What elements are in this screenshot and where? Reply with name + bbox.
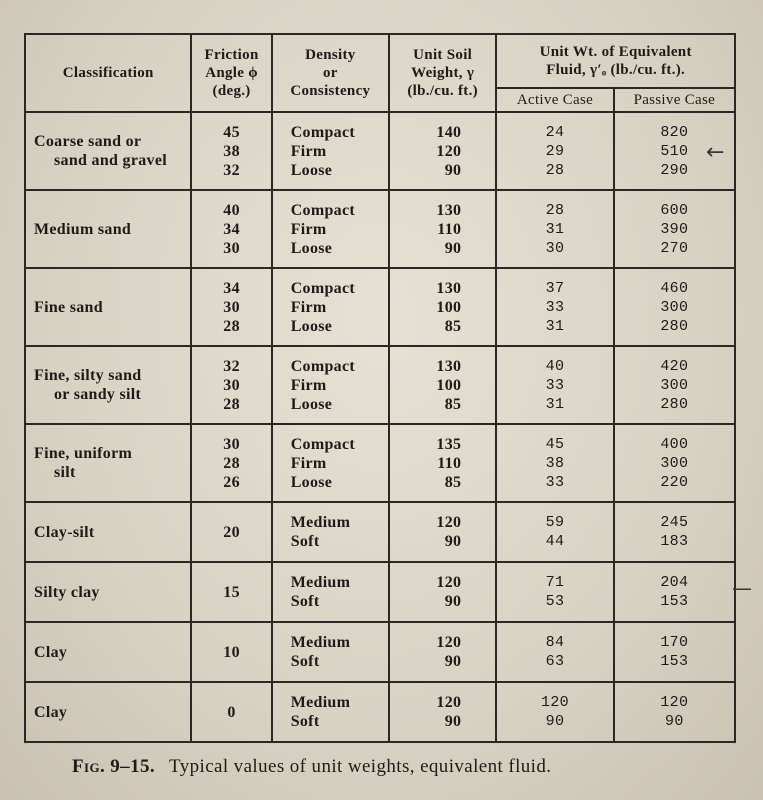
- classification-cell: [25, 112, 191, 190]
- active-case-value: 31: [545, 220, 565, 238]
- passive-case-value: 90: [665, 713, 684, 730]
- density-value: Loose: [290, 239, 333, 257]
- friction-angle-cell: [191, 622, 271, 682]
- header-unit-weight-line: (lb./cu. ft.): [407, 83, 478, 99]
- passive-case-cell: [614, 424, 735, 502]
- active-case-value: 28: [545, 201, 565, 219]
- passive-case-value: 390: [660, 220, 689, 238]
- header-friction-angle-line: (deg.): [212, 83, 251, 99]
- active-case-value: 24: [545, 123, 565, 141]
- unit-weight-value: 130: [436, 201, 462, 219]
- classification-cell: [25, 424, 191, 502]
- density-cell: [272, 112, 389, 190]
- density-value: Loose: [290, 395, 333, 413]
- density-value: Loose: [290, 473, 333, 491]
- passive-case-value: 204: [660, 574, 689, 591]
- classification-value: Clay-silt: [34, 523, 95, 541]
- passive-case-cell: [614, 562, 735, 622]
- passive-case-value: 820: [660, 123, 689, 141]
- density-cell: [272, 562, 389, 622]
- unit-weight-value: 120: [436, 574, 462, 591]
- header-row: [25, 34, 735, 88]
- friction-angle-value: 20: [223, 523, 240, 541]
- density-value: Compact: [290, 435, 355, 453]
- classification-cell: [25, 682, 191, 742]
- unit-weight-value: 120: [436, 514, 462, 531]
- passive-case-value: 400: [660, 435, 689, 453]
- active-case-cell: [496, 502, 613, 562]
- passive-case-value: 420: [660, 357, 689, 375]
- passive-case-value: 220: [660, 473, 689, 491]
- density-cell: [272, 502, 389, 562]
- density-value: Loose: [290, 161, 333, 179]
- header-unit-weight-line: Weight, γ: [411, 65, 475, 81]
- friction-angle-value: 30: [223, 435, 240, 453]
- passive-case-value: 170: [660, 634, 689, 651]
- unit-weight-value: 90: [444, 533, 462, 550]
- unit-weight-cell: [389, 346, 496, 424]
- active-case-cell: [496, 682, 613, 742]
- unit-weight-value: 90: [444, 653, 462, 670]
- unit-weight-value: 120: [436, 634, 462, 651]
- unit-weight-value: 110: [437, 220, 462, 238]
- density-value: Firm: [290, 298, 327, 316]
- active-case-value: 38: [545, 454, 565, 472]
- density-cell: [272, 682, 389, 742]
- table-row: [25, 502, 735, 562]
- active-case-value: 31: [545, 395, 565, 413]
- passive-case-value: 460: [660, 279, 689, 297]
- table-row: [25, 112, 735, 190]
- table-row: [25, 562, 735, 622]
- density-value: Medium: [290, 694, 351, 711]
- passive-case-value: 300: [660, 298, 689, 316]
- active-case-value: 33: [545, 376, 565, 394]
- unit-weight-cell: [389, 502, 496, 562]
- classification-cell: [25, 622, 191, 682]
- density-value: Firm: [290, 142, 327, 160]
- passive-case-value: 280: [660, 395, 689, 413]
- active-case-value: 59: [545, 514, 565, 531]
- active-case-value: 29: [545, 142, 565, 160]
- table-row: [25, 682, 735, 742]
- classification-value: or sandy silt: [54, 386, 142, 403]
- density-value: Compact: [290, 357, 355, 375]
- friction-angle-cell: [191, 112, 271, 190]
- density-value: Soft: [290, 533, 320, 550]
- density-value: Firm: [290, 376, 327, 394]
- friction-angle-cell: [191, 268, 271, 346]
- active-case-value: 33: [545, 298, 565, 316]
- passive-case-value: 290: [660, 161, 689, 179]
- figure-caption: [72, 756, 551, 778]
- friction-angle-cell: [191, 424, 271, 502]
- friction-angle-cell: [191, 346, 271, 424]
- active-case-value: 120: [541, 694, 569, 711]
- active-case-value: 45: [545, 435, 565, 453]
- friction-angle-cell: [191, 562, 271, 622]
- table-row: [25, 424, 735, 502]
- classification-value: Clay: [34, 703, 68, 721]
- header-density-line: Density: [305, 47, 356, 63]
- classification-value: Silty clay: [34, 583, 100, 601]
- classification-value: Coarse sand or: [34, 133, 142, 150]
- passive-case-value: 183: [660, 533, 689, 550]
- header-classification: Classification: [25, 34, 191, 112]
- passive-case-value: 510: [660, 142, 689, 160]
- density-value: Soft: [290, 713, 320, 730]
- unit-weight-cell: [389, 622, 496, 682]
- active-case-value: 53: [545, 593, 565, 610]
- unit-weight-cell: [389, 682, 496, 742]
- friction-angle-value: 15: [223, 583, 240, 601]
- passive-case-value: 245: [660, 514, 689, 531]
- active-case-value: 30: [545, 239, 565, 257]
- density-value: Compact: [290, 123, 355, 141]
- header-friction-angle: [191, 34, 271, 112]
- header-density: [272, 34, 389, 112]
- header-passive-case: Passive Case: [614, 88, 735, 112]
- friction-angle-value: 28: [223, 317, 240, 335]
- active-case-value: 63: [545, 653, 565, 670]
- unit-weight-value: 85: [444, 317, 462, 335]
- classification-cell: [25, 346, 191, 424]
- density-value: Medium: [290, 514, 351, 531]
- passive-case-cell: [614, 682, 735, 742]
- table-row: [25, 622, 735, 682]
- passive-case-value: 300: [660, 454, 689, 472]
- classification-value: Fine, uniform: [34, 445, 133, 462]
- header-equivalent-fluid-line: Fluid, γ′ₒ (lb./cu. ft.).: [546, 62, 686, 78]
- classification-value: Medium sand: [34, 220, 132, 238]
- density-cell: [272, 268, 389, 346]
- friction-angle-cell: [191, 682, 271, 742]
- unit-weight-value: 90: [444, 713, 462, 730]
- figure-number: Fig. 9–15.: [72, 756, 156, 777]
- active-case-value: 84: [545, 634, 565, 651]
- header-density-line: Consistency: [290, 83, 371, 99]
- classification-cell: [25, 502, 191, 562]
- active-case-cell: [496, 346, 613, 424]
- unit-weight-value: 110: [437, 454, 462, 472]
- active-case-value: 44: [545, 533, 565, 550]
- unit-weight-value: 90: [444, 161, 462, 179]
- passive-case-value: 153: [660, 653, 689, 670]
- density-value: Firm: [290, 454, 327, 472]
- header-unit-weight-line: Unit Soil: [413, 47, 473, 63]
- active-case-value: 28: [545, 161, 565, 179]
- active-case-value: 33: [545, 473, 565, 491]
- active-case-cell: [496, 424, 613, 502]
- density-value: Soft: [290, 653, 320, 670]
- classification-cell: [25, 190, 191, 268]
- classification-value: Fine sand: [34, 298, 103, 316]
- passive-case-value: 300: [660, 376, 689, 394]
- unit-weight-cell: [389, 562, 496, 622]
- active-case-value: 71: [545, 574, 565, 591]
- friction-angle-value: 30: [223, 239, 240, 257]
- classification-value: silt: [54, 464, 76, 481]
- density-cell: [272, 424, 389, 502]
- pencil-dash-mark: —: [732, 576, 752, 600]
- friction-angle-value: 32: [223, 357, 240, 375]
- passive-case-value: 120: [660, 694, 689, 711]
- passive-case-cell: [614, 346, 735, 424]
- soil-properties-table: [24, 33, 736, 743]
- unit-weight-cell: [389, 112, 496, 190]
- passive-case-cell: [614, 268, 735, 346]
- unit-weight-value: 120: [436, 694, 462, 711]
- unit-weight-cell: [389, 424, 496, 502]
- classification-cell: [25, 268, 191, 346]
- active-case-value: 90: [545, 713, 565, 730]
- unit-weight-value: 120: [436, 142, 462, 160]
- caption-text: Typical values of unit weights, equivalent fluid.: [169, 756, 552, 777]
- table-body: [25, 112, 735, 742]
- density-value: Loose: [290, 317, 333, 335]
- friction-angle-value: 34: [223, 220, 240, 238]
- active-case-cell: [496, 562, 613, 622]
- pencil-arrow-mark: ←: [706, 140, 725, 165]
- friction-angle-value: 34: [223, 279, 240, 297]
- friction-angle-value: 45: [223, 123, 240, 141]
- friction-angle-value: 0: [227, 703, 236, 721]
- density-value: Compact: [290, 279, 355, 297]
- header-equivalent-fluid-line: Unit Wt. of Equivalent: [539, 44, 692, 60]
- friction-angle-value: 30: [223, 298, 240, 316]
- classification-value: Clay: [34, 643, 68, 661]
- density-value: Medium: [290, 574, 351, 591]
- unit-weight-value: 100: [436, 298, 462, 316]
- classification-value: sand and gravel: [54, 152, 167, 169]
- active-case-cell: [496, 112, 613, 190]
- classification-cell: [25, 562, 191, 622]
- active-case-cell: [496, 190, 613, 268]
- active-case-value: 40: [545, 357, 565, 375]
- friction-angle-value: 28: [223, 395, 240, 413]
- density-cell: [272, 622, 389, 682]
- header-friction-angle-line: Angle ϕ: [205, 65, 258, 81]
- unit-weight-value: 90: [444, 239, 462, 257]
- active-case-value: 31: [545, 317, 565, 335]
- friction-angle-cell: [191, 190, 271, 268]
- classification-value: Fine, silty sand: [34, 367, 142, 384]
- header-density-line: or: [322, 65, 338, 81]
- density-value: Firm: [290, 220, 327, 238]
- density-value: Soft: [290, 593, 320, 610]
- friction-angle-value: 38: [223, 142, 240, 160]
- friction-angle-value: 28: [223, 454, 240, 472]
- friction-angle-value: 32: [223, 161, 240, 179]
- unit-weight-value: 140: [436, 123, 462, 141]
- friction-angle-value: 10: [223, 643, 240, 661]
- friction-angle-value: 30: [223, 376, 240, 394]
- unit-weight-value: 85: [444, 395, 462, 413]
- friction-angle-cell: [191, 502, 271, 562]
- active-case-value: 37: [545, 279, 565, 297]
- header-active-case: Active Case: [496, 88, 613, 112]
- passive-case-cell: [614, 622, 735, 682]
- header-equivalent-fluid: [496, 34, 735, 88]
- table-row: [25, 268, 735, 346]
- passive-case-cell: [614, 190, 735, 268]
- passive-case-value: 280: [660, 317, 689, 335]
- unit-weight-value: 130: [436, 279, 462, 297]
- density-value: Compact: [290, 201, 355, 219]
- unit-weight-value: 85: [444, 473, 462, 491]
- unit-weight-value: 90: [444, 593, 462, 610]
- passive-case-value: 270: [660, 239, 689, 257]
- density-cell: [272, 190, 389, 268]
- unit-weight-value: 100: [436, 376, 462, 394]
- table-row: [25, 190, 735, 268]
- friction-angle-value: 26: [223, 473, 240, 491]
- unit-weight-cell: [389, 190, 496, 268]
- unit-weight-value: 130: [436, 357, 462, 375]
- unit-weight-value: 135: [436, 435, 462, 453]
- header-friction-angle-line: Friction: [204, 47, 259, 63]
- unit-weight-cell: [389, 268, 496, 346]
- header-unit-weight: [389, 34, 496, 112]
- friction-angle-value: 40: [223, 201, 240, 219]
- active-case-cell: [496, 622, 613, 682]
- table-row: [25, 346, 735, 424]
- passive-case-cell: [614, 502, 735, 562]
- passive-case-value: 600: [660, 201, 689, 219]
- density-value: Medium: [290, 634, 351, 651]
- density-cell: [272, 346, 389, 424]
- passive-case-value: 153: [660, 593, 689, 610]
- active-case-cell: [496, 268, 613, 346]
